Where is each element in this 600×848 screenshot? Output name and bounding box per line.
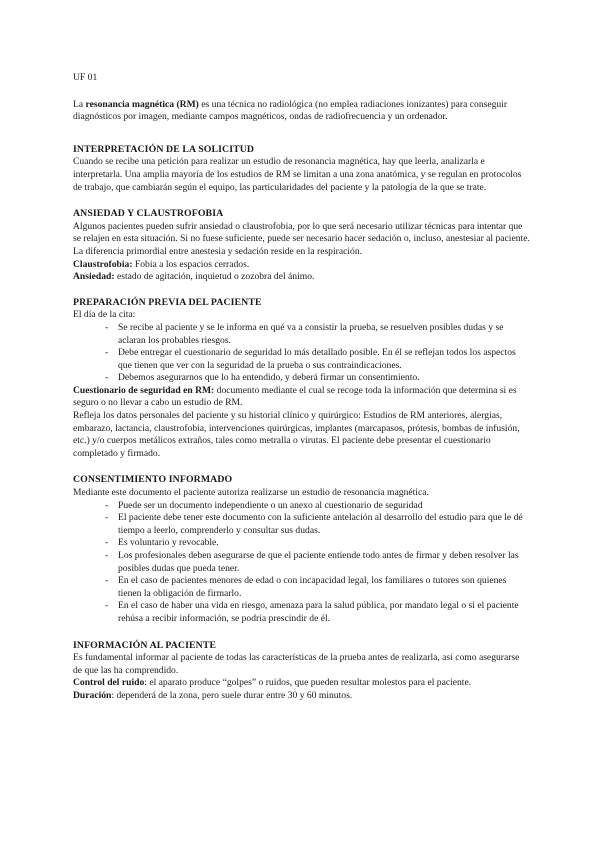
definition-ruido [73, 677, 530, 690]
list-item: - Los profesionales deben asegurarse de que el paciente entiende todo antes de firmar y deben resolver las posibles dudas que pueda tener. [105, 550, 530, 575]
section-preparacion [73, 297, 530, 461]
intro-text: es una técnica no radiológica (no emplea radiaciones ionizantes) para conseguir diagnósticos por imagen, mediante campos magnéticos, ondas de radiofrecuencia y un ordenador. [73, 98, 508, 123]
list-item: - Debe entregar el cuestionario de seguridad lo más detallado posible. En él se reflejan todos los aspectos que tienen que ver con la seguridad de la prueba o sus contraindicaciones. [105, 347, 530, 372]
section-title: INFORMACIÓN AL PACIENTE [73, 639, 217, 651]
section-lead: Mediante este documento el paciente autoriza realizarse un estudio de resonancia magnética. [73, 487, 429, 499]
definition-text: documento mediante el cual se recoge toda la información que determina si es seguro o no llevar a cabo un estudio de RM. [73, 384, 517, 409]
definition-text: : dependerá de la zona, pero suele durar entre 30 y 60 minutos. [111, 689, 353, 701]
intro-term: resonancia magnética (RM) [85, 98, 199, 110]
definition-term: Duración [73, 689, 112, 701]
consent-list [73, 500, 530, 626]
list-item: - Puede ser un documento independiente o un anexo al cuestionario de seguridad [105, 500, 530, 513]
definition-text: estado de agitación, inquietud o zozobra del ánimo. [114, 271, 315, 283]
list-item: - Es voluntario y revocable. [105, 537, 530, 550]
definition-claustrofobia [73, 259, 530, 272]
list-item: - El paciente debe tener este documento con la suficiente antelación al desarrollo del estudio para que le dé tiempo a leerlo, comprenderlo y consultar sus dudas. [105, 512, 530, 537]
definition-text: : el aparato produce “golpes” o ruidos, que pueden resultar molestos para el paciente. [144, 677, 472, 689]
preparation-list [73, 322, 530, 385]
definition-text: Fobia a los espacios cerrados. [132, 258, 250, 270]
definition-duracion [73, 690, 530, 703]
section-title: CONSENTIMIENTO INFORMADO [73, 474, 233, 486]
intro-paragraph [73, 99, 530, 124]
section-title: ANSIEDAD Y CLAUSTROFOBIA [73, 208, 224, 220]
section-body: Es fundamental informar al paciente de todas las características de la prueba antes de realizarla, así como asegurarse de que las ha comprendido. [73, 652, 520, 676]
definition-term: Ansiedad: [73, 271, 115, 283]
section-body: Algunos pacientes pueden sufrir ansiedad o claustrofobia, por lo que será necesario utilizar técnicas para intentar que se relajen en esta situación. Si no fuese suficiente, puede ser necesario hacer sedación o, incluso, anestesiar al paciente. La diferencia primordial entre anestesia y sedación reside en la respiración. [73, 220, 530, 257]
list-item: - En el caso de haber una vida en riesgo, amenaza para la salud pública, por mandato legal o si el paciente rehúsa a recibir información, se podría prescindir de él. [105, 600, 530, 625]
section-title: PREPARACIÓN PREVIA DEL PACIENTE [73, 296, 262, 308]
definition-cuestionario [73, 385, 530, 410]
section-ansiedad [73, 208, 530, 284]
section-interpretacion [73, 144, 530, 194]
unit-label: UF 01 [73, 72, 98, 83]
section-informacion [73, 640, 530, 703]
section-consentimiento [73, 474, 530, 625]
section-lead: El día de la cita: [73, 309, 136, 321]
list-item: - En el caso de pacientes menores de edad o con incapacidad legal, los familiares o tutores son quienes tienen la obligación de firmarlo. [105, 575, 530, 600]
definition-term: Claustrofobia: [73, 258, 133, 270]
definition-ansiedad [73, 271, 530, 284]
section-body: Cuando se recibe una petición para realizar un estudio de resonancia magnética, hay que leerla, analizarla e interpretarla. Una amplia mayoría de los estudios de RM se limitan a una zona anatómica, y se regulan en protocolos de trabajo, que cambiarán según el equipo, las particularidades del paciente y la patología de la que se trate. [73, 156, 522, 193]
list-item: - Debemos asegurarnos que lo ha entendido, y deberá firmar un consentimiento. [105, 372, 530, 385]
list-item: - Se recibe al paciente y se le informa en qué va a consistir la prueba, se resuelven posibles dudas y se aclaran los probables riesgos. [105, 322, 530, 347]
cuestionario-detail: Refleja los datos personales del paciente y su historial clínico y quirúrgico: Estudios de RM anteriores, alergias, embarazo, lactancia, claustrofobia, intervenciones quirúrgicas, implantes (marcapasos, prótesis, bombas de infusión, etc.) y/o cuerpos metálicos extraños, tales como metralla o virutas. El paciente debe presentar el cuestionario completado y firmado. [73, 410, 520, 459]
definition-term: Control del ruido [73, 677, 145, 689]
definition-term: Cuestionario de seguridad en RM: [73, 384, 215, 396]
intro-pre: La [73, 98, 86, 110]
section-title: INTERPRETACIÓN DE LA SOLICITUD [73, 143, 255, 155]
